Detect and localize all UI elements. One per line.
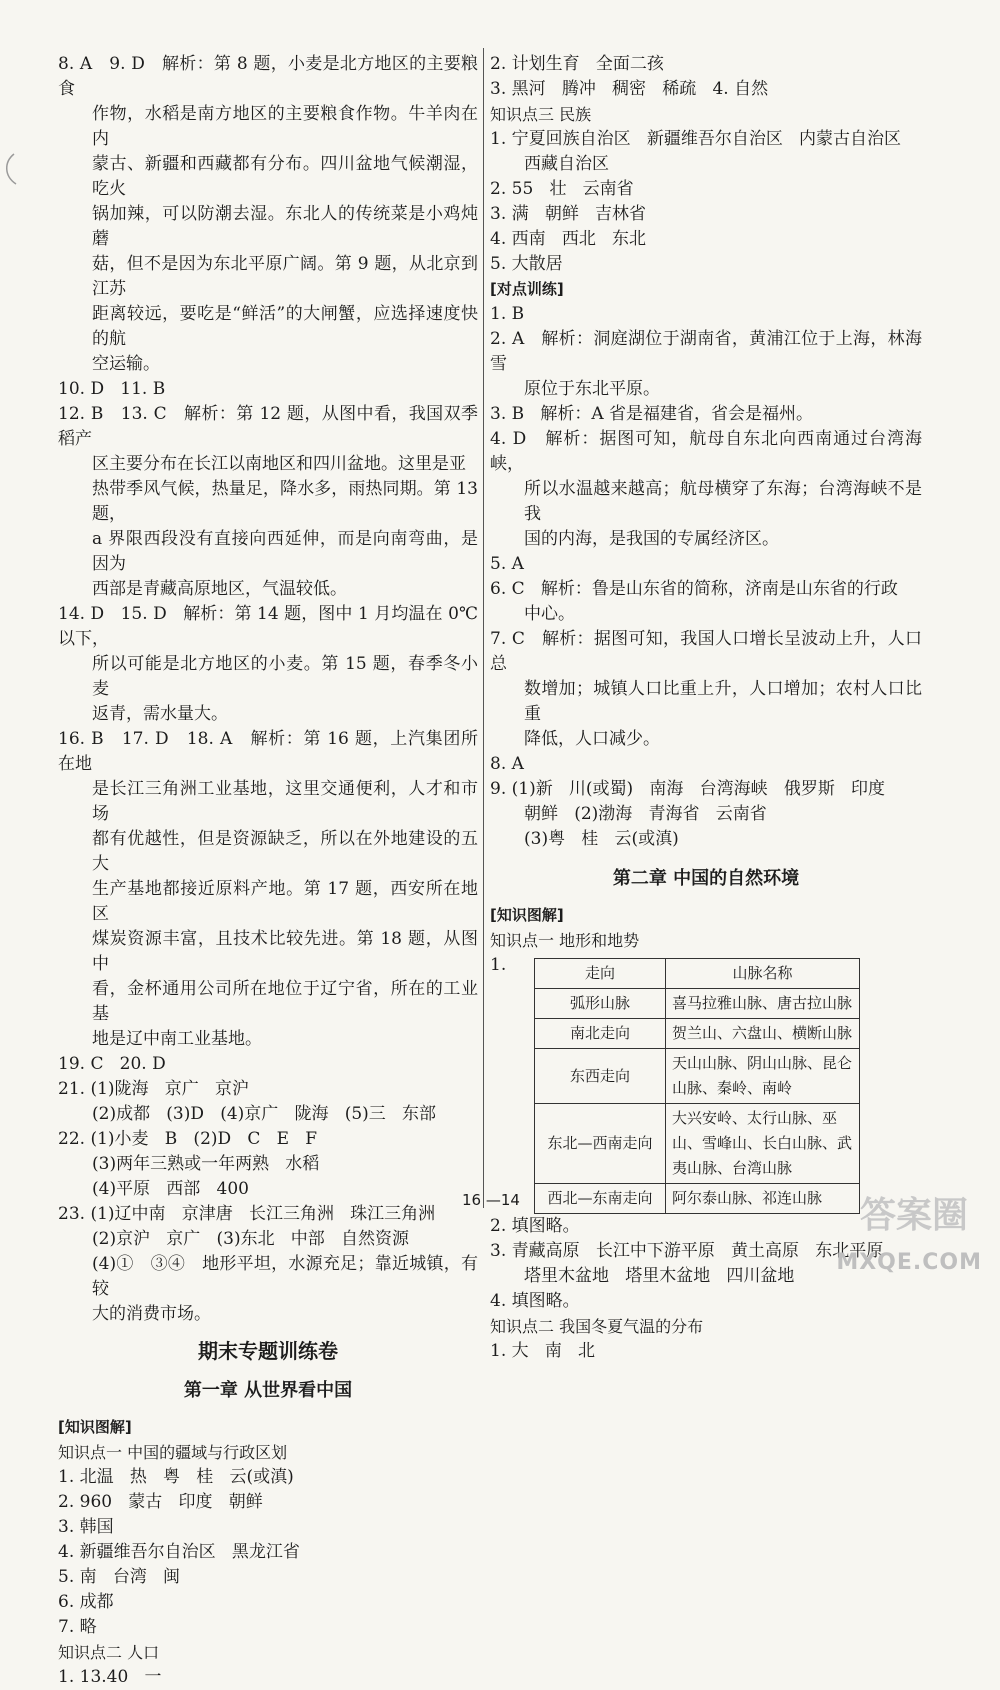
table-cell-direction: 西北—东南走向 xyxy=(535,1184,666,1214)
answer-block-19-20 xyxy=(58,1052,478,1077)
table-number: 1. xyxy=(490,955,507,975)
answer-block-21 xyxy=(58,1077,478,1127)
text-line: 距离较远，要吃是“鲜活”的大闸蟹，应选择速度快的航 xyxy=(92,304,478,349)
text-line: 看，金杯通用公司所在地位于辽宁省，所在的工业基 xyxy=(92,979,478,1024)
text-line: 23. (1)辽中南 京津唐 长江三角洲 珠江三角洲 xyxy=(58,1204,436,1224)
watermark-logo: 答案圈 xyxy=(859,1195,968,1236)
table-header-cell: 走向 xyxy=(535,959,666,989)
answer-item: 5. A xyxy=(490,554,524,574)
table-row xyxy=(535,1019,860,1049)
list-item: 4. 新疆维吾尔自治区 黑龙江省 xyxy=(58,1542,300,1562)
text-line: 返青，需水量大。 xyxy=(92,704,228,724)
text-line: 西藏自治区 xyxy=(524,154,609,174)
list-item: 6. 成都 xyxy=(58,1592,114,1612)
table-row xyxy=(535,1049,860,1104)
answer-item: 1. B xyxy=(490,304,525,324)
list-item: 4. 填图略。 xyxy=(490,1291,580,1311)
text-line: 都有优越性，但是资源缺乏，所以在外地建设的五大 xyxy=(92,829,478,874)
watermark xyxy=(792,1195,982,1275)
list-item: 塔里木盆地 塔里木盆地 四川盆地 xyxy=(524,1266,795,1286)
list-item: 3. 青藏高原 长江中下游平原 黄土高原 东北平原 xyxy=(490,1241,884,1261)
chapter-title: 第二章 中国的自然环境 xyxy=(612,868,800,889)
list-item: 2. 填图略。 xyxy=(490,1216,580,1236)
text-line: 锅加辣，可以防潮去湿。东北人的传统菜是小鸡炖蘑 xyxy=(92,204,478,249)
list-item: 5. 南 台湾 闽 xyxy=(58,1567,181,1587)
text-line: 煤炭资源丰富，且技术比较先进。第 18 题，从图中 xyxy=(92,929,478,974)
answer-block-22 xyxy=(58,1127,478,1202)
table-header-cell: 山脉名称 xyxy=(666,959,860,989)
text-line: 9. (1)新 川(或蜀) 南海 台湾海峡 俄罗斯 印度 xyxy=(490,779,886,799)
column-divider xyxy=(483,48,484,1208)
left-answer-blocks xyxy=(58,52,484,1327)
text-line: 8. A 9. D 解析：第 8 题，小麦是北方地区的主要粮食 xyxy=(58,54,478,99)
list-item: 3. 黑河 腾冲 稠密 稀疏 4. 自然 xyxy=(490,79,769,99)
list-item xyxy=(490,127,922,177)
text-line: 西部是青藏高原地区，气温较低。 xyxy=(92,579,347,599)
text-line: 10. D 11. B xyxy=(58,379,166,399)
text-line: (3)粤 桂 云(或滇) xyxy=(524,829,679,849)
list-item: 5. 大散居 xyxy=(490,254,563,274)
text-line: 是长江三角洲工业基地，这里交通便利，人才和市场 xyxy=(92,779,478,824)
chapter-title: 第一章 从世界看中国 xyxy=(183,1380,353,1401)
scan-edge-mark-icon xyxy=(0,150,22,190)
knowledge-point-heading: 知识点二 我国冬夏气温的分布 xyxy=(490,1317,704,1336)
answer-item xyxy=(490,327,922,402)
text-line: 2. A 解析：洞庭湖位于湖南省，黄浦江位于上海，林海雪 xyxy=(490,329,922,374)
table-cell-direction: 东北—西南走向 xyxy=(535,1104,666,1184)
right-column xyxy=(490,52,922,1364)
answer-item xyxy=(490,627,922,752)
table-cell-mountains: 天山山脉、阴山山脉、昆仑山脉、秦岭、南岭 xyxy=(666,1049,860,1104)
list-item: 1. 北温 热 粤 桂 云(或滇) xyxy=(58,1467,294,1487)
answer-item xyxy=(490,577,922,627)
left-column xyxy=(58,52,484,1690)
text-line: 空运输。 xyxy=(92,354,160,374)
text-line: 区主要分布在长江以南地区和四川盆地。这里是亚 xyxy=(92,454,466,474)
answer-item xyxy=(490,427,922,552)
text-line: 7. C 解析：据图可知，我国人口增长呈波动上升，人口总 xyxy=(490,629,922,674)
text-line: 地是辽中南工业基地。 xyxy=(92,1029,262,1049)
answer-item: 8. A xyxy=(490,754,524,774)
text-line: 大的消费市场。 xyxy=(92,1304,211,1324)
list-item: 1. 大 南 北 xyxy=(490,1341,596,1361)
text-line: 所以水温越来越高；航母横穿了东海；台湾海峡不是我 xyxy=(524,479,922,524)
list-item: 3. 满 朝鲜 吉林省 xyxy=(490,204,647,224)
text-line: (2)京沪 京广 (3)东北 中部 自然资源 xyxy=(92,1229,410,1249)
answer-item: 3. B 解析：A 省是福建省，省会是福州。 xyxy=(490,404,814,424)
knowledge-point-heading: 知识点一 地形和地势 xyxy=(490,931,640,950)
knowledge-point-heading: 知识点一 中国的疆域与行政区划 xyxy=(58,1443,288,1462)
text-line: 降低，人口减少。 xyxy=(524,729,660,749)
text-line: 21. (1)陇海 京广 京沪 xyxy=(58,1079,249,1099)
text-line: (4)平原 西部 400 xyxy=(92,1179,249,1199)
text-line: 4. D 解析：据图可知，航母自东北向西南通过台湾海峡， xyxy=(490,429,922,474)
text-line: 作物，水稻是南方地区的主要粮食作物。牛羊肉在内 xyxy=(92,104,478,149)
text-line: 19. C 20. D xyxy=(58,1054,166,1074)
section-title: 期末专题训练卷 xyxy=(198,1339,338,1363)
knowledge-graphic-tag: [知识图解] xyxy=(490,906,564,924)
list-item: 3. 韩国 xyxy=(58,1517,114,1537)
training-tag: [对点训练] xyxy=(490,280,564,298)
page-number: 16 —14 xyxy=(462,1191,520,1209)
answer-block-8-9 xyxy=(58,52,478,377)
text-line: 1. 宁夏回族自治区 新疆维吾尔自治区 内蒙古自治区 xyxy=(490,129,902,149)
text-line: 菇，但不是因为东北平原广阔。第 9 题，从北京到江苏 xyxy=(92,254,478,299)
answer-block-12-13 xyxy=(58,402,484,602)
table-cell-mountains: 大兴安岭、太行山脉、巫山、雪峰山、长白山脉、武夷山脉、台湾山脉 xyxy=(666,1104,860,1184)
list-item: 7. 略 xyxy=(58,1617,97,1637)
text-line: 热带季风气候，热量足，降水多，雨热同期。第 13 题， xyxy=(92,479,484,524)
answer-block-16-18 xyxy=(58,727,478,1052)
text-line: (4)① ③④ 地形平坦，水源充足；靠近城镇，有较 xyxy=(92,1254,478,1299)
table-cell-direction: 南北走向 xyxy=(535,1019,666,1049)
text-line: 22. (1)小麦 B (2)D C E F xyxy=(58,1129,317,1149)
text-line: 原位于东北平原。 xyxy=(524,379,660,399)
text-line: a 界限西段没有直接向西延伸，而是向南弯曲，是因为 xyxy=(92,529,478,574)
text-line: 朝鲜 (2)渤海 青海省 云南省 xyxy=(524,804,767,824)
text-line: 6. C 解析：鲁是山东省的简称，济南是山东省的行政 xyxy=(490,579,898,599)
text-line: 蒙古、新疆和西藏都有分布。四川盆地气候潮湿，吃火 xyxy=(92,154,478,199)
list-item: 2. 计划生育 全面二孩 xyxy=(490,54,664,74)
list-item: 4. 西南 西北 东北 xyxy=(490,229,647,249)
table-cell-mountains: 喜马拉雅山脉、唐古拉山脉 xyxy=(666,989,860,1019)
list-item: 2. 55 壮 云南省 xyxy=(490,179,634,199)
answer-block-23 xyxy=(58,1202,478,1327)
list-item: 1. 13.40 一 xyxy=(58,1667,162,1687)
text-line: 16. B 17. D 18. A 解析：第 16 题，上汽集团所在地 xyxy=(58,729,478,774)
text-line: 生产基地都接近原料产地。第 17 题，西安所在地区 xyxy=(92,879,478,924)
text-line: 中心。 xyxy=(524,604,575,624)
answer-block-10-11 xyxy=(58,377,478,402)
knowledge-point-heading: 知识点二 人口 xyxy=(58,1643,160,1662)
table-cell-mountains: 贺兰山、六盘山、横断山脉 xyxy=(666,1019,860,1049)
table-cell-mountains: 阿尔泰山脉、祁连山脉 xyxy=(666,1184,860,1214)
table-cell-direction: 东西走向 xyxy=(535,1049,666,1104)
text-line: 数增加；城镇人口比重上升，人口增加；农村人口比重 xyxy=(524,679,922,724)
table-header-row xyxy=(535,959,860,989)
knowledge-graphic-tag: [知识图解] xyxy=(58,1418,132,1436)
text-line: 国的内海，是我国的专属经济区。 xyxy=(524,529,779,549)
table-row xyxy=(535,1104,860,1184)
list-item: 2. 960 蒙古 印度 朝鲜 xyxy=(58,1492,263,1512)
mountain-table xyxy=(534,958,860,1214)
text-line: 所以可能是北方地区的小麦。第 15 题，春季冬小麦 xyxy=(92,654,478,699)
text-line: (2)成都 (3)D (4)京广 陇海 (5)三 东部 xyxy=(92,1104,437,1124)
answer-block-14-15 xyxy=(58,602,478,727)
table-row xyxy=(535,989,860,1019)
watermark-text: MXQE.COM xyxy=(836,1250,982,1275)
knowledge-point-heading: 知识点三 民族 xyxy=(490,105,592,124)
text-line: (3)两年三熟或一年两熟 水稻 xyxy=(92,1154,320,1174)
text-line: 12. B 13. C 解析：第 12 题，从图中看，我国双季稻产 xyxy=(58,404,478,449)
table-cell-direction: 弧形山脉 xyxy=(535,989,666,1019)
answer-item xyxy=(490,777,922,852)
text-line: 14. D 15. D 解析：第 14 题，图中 1 月均温在 0℃以下， xyxy=(58,604,478,649)
